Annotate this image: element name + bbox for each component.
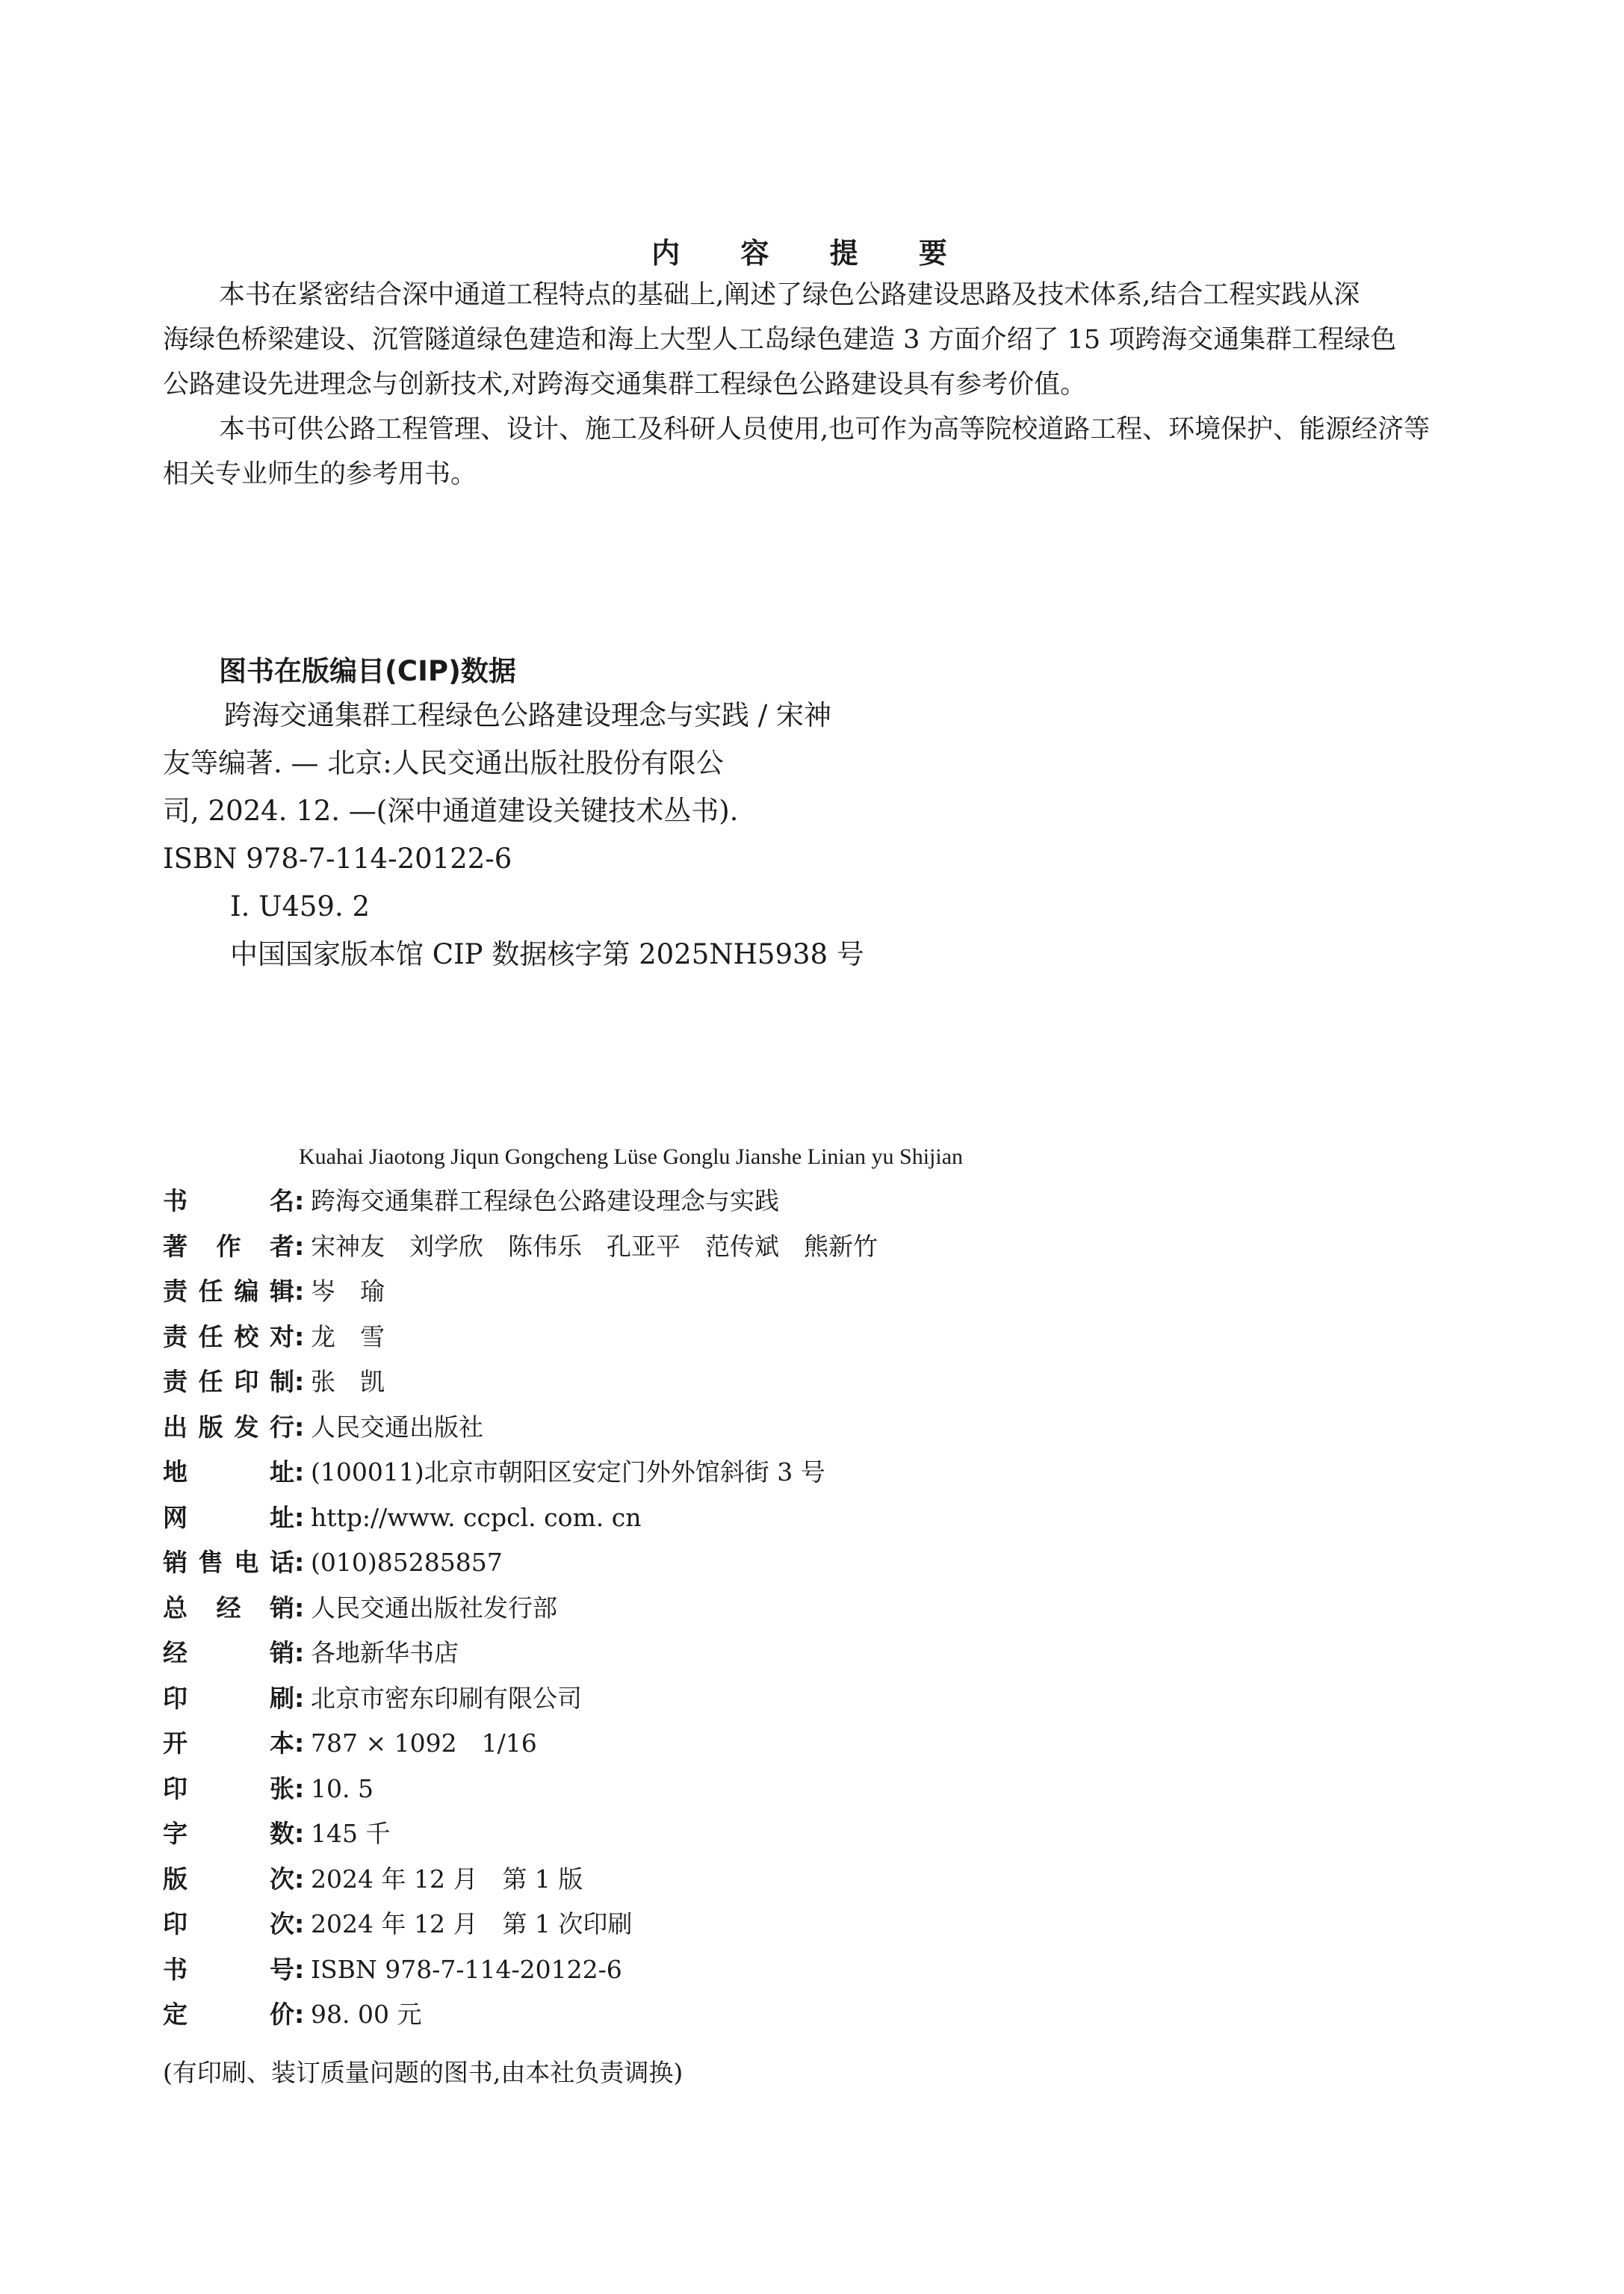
- imprint-row: [163, 2000, 421, 2030]
- label-char: 电: [234, 1548, 259, 1577]
- label-char: 出: [163, 1412, 187, 1442]
- label-char: 数: [270, 1819, 294, 1848]
- imprint-row: [163, 1457, 825, 1487]
- imprint-colon: :: [294, 1412, 305, 1442]
- label-char: 编: [234, 1277, 259, 1306]
- imprint-value: (010)85285857: [311, 1548, 503, 1577]
- label-char: 对: [269, 1321, 294, 1351]
- imprint-colon: :: [294, 1321, 305, 1351]
- label-char: 网: [163, 1502, 187, 1532]
- imprint-value: 各地新华书店: [311, 1638, 459, 1667]
- imprint-label: [163, 1593, 294, 1623]
- imprint-label: [163, 1774, 294, 1804]
- imprint-label: [163, 1413, 294, 1442]
- label-char: 地: [163, 1457, 187, 1487]
- imprint-value: 岑 瑜: [311, 1277, 385, 1306]
- label-char: 本: [270, 1729, 294, 1758]
- imprint-label: [163, 1729, 294, 1758]
- imprint-row: [163, 1593, 557, 1623]
- label-char: 校: [234, 1321, 259, 1351]
- cip-line: Ⅰ. U459. 2: [230, 890, 371, 923]
- label-char: 书: [163, 1186, 187, 1215]
- imprint-row: [163, 1774, 374, 1804]
- imprint-label: [163, 1638, 294, 1668]
- label-char: 次: [270, 1864, 294, 1894]
- label-char: 版: [163, 1864, 187, 1894]
- imprint-row: [163, 1909, 632, 1939]
- imprint-value: 人民交通出版社: [311, 1412, 483, 1442]
- imprint-label: [163, 1232, 294, 1262]
- imprint-row: [163, 1367, 385, 1397]
- imprint-row: [163, 1729, 537, 1758]
- label-char: 印: [163, 1683, 187, 1713]
- imprint-label: [163, 1322, 294, 1352]
- summary-line: 公路建设先进理念与创新技术,对跨海交通集群工程绿色公路建设具有参考价值。: [163, 370, 1087, 400]
- label-char: 刷: [270, 1683, 294, 1713]
- summary-line: 本书在紧密结合深中通道工程特点的基础上,阐述了绿色公路建设思路及技术体系,结合工程实践从深: [219, 280, 1360, 310]
- label-char: 字: [163, 1819, 187, 1848]
- imprint-value: 787 × 1092 1/16: [311, 1729, 537, 1758]
- imprint-row: [163, 1955, 622, 1985]
- cip-line: ISBN 978-7-114-20122-6: [163, 843, 512, 875]
- imprint-value: ISBN 978-7-114-20122-6: [311, 1954, 622, 1984]
- label-char: 责: [163, 1277, 187, 1306]
- imprint-row: [163, 1232, 878, 1262]
- summary-title: 内 容 提 要: [651, 237, 973, 270]
- imprint-value: 人民交通出版社发行部: [311, 1593, 557, 1622]
- imprint-colon: :: [294, 1457, 305, 1487]
- label-char: 著: [163, 1231, 187, 1261]
- imprint-value: 北京市密东印刷有限公司: [311, 1683, 582, 1713]
- label-char: 责: [163, 1367, 187, 1396]
- summary-line: 相关专业师生的参考用书。: [163, 459, 477, 489]
- imprint-label: [163, 1367, 294, 1397]
- quality-note: (有印刷、装订质量问题的图书,由本社负责调换): [163, 2058, 684, 2087]
- label-char: 者: [270, 1231, 294, 1261]
- cip-heading: 图书在版编目(CIP)数据: [219, 655, 516, 687]
- imprint-row: [163, 1503, 642, 1533]
- imprint-value: 2024 年 12 月 第 1 次印刷: [311, 1909, 633, 1938]
- label-char: 号: [270, 1954, 294, 1984]
- imprint-label: [163, 1819, 294, 1849]
- imprint-value: 跨海交通集群工程绿色公路建设理念与实践: [311, 1186, 779, 1215]
- imprint-colon: :: [294, 1367, 305, 1396]
- imprint-value: 龙 雪: [311, 1321, 385, 1351]
- label-char: 任: [198, 1321, 223, 1351]
- imprint-row: [163, 1186, 779, 1216]
- imprint-row: [163, 1277, 385, 1306]
- label-char: 经: [163, 1638, 187, 1667]
- label-char: 书: [163, 1954, 187, 1984]
- cip-line: 司, 2024. 12. —(深中通道建设关键技术丛书).: [163, 795, 739, 827]
- imprint-row: [163, 1819, 390, 1849]
- label-char: 任: [198, 1367, 223, 1396]
- imprint-colon: :: [294, 1819, 305, 1848]
- label-char: 定: [163, 2000, 187, 2029]
- imprint-label: [163, 1684, 294, 1714]
- imprint-value: 10. 5: [311, 1773, 374, 1803]
- label-char: 址: [270, 1502, 294, 1532]
- imprint-colon: :: [294, 1548, 305, 1577]
- imprint-colon: :: [294, 1683, 305, 1713]
- summary-line: 海绿色桥梁建设、沉管隧道绿色建造和海上大型人工岛绿色建造 3 方面介绍了 15 项跨海交通集群工程绿色: [163, 325, 1397, 355]
- imprint-label: [163, 1503, 294, 1533]
- summary-line: 本书可供公路工程管理、设计、施工及科研人员使用,也可作为高等院校道路工程、环境保护、能源经济等: [219, 415, 1431, 444]
- imprint-colon: :: [294, 1231, 305, 1261]
- imprint-label: [163, 1955, 294, 1985]
- imprint-value: 98. 00 元: [311, 2000, 422, 2029]
- label-char: 印: [234, 1367, 259, 1396]
- imprint-colon: :: [294, 1729, 305, 1758]
- cip-line: 友等编著. — 北京:人民交通出版社股份有限公: [163, 747, 724, 779]
- label-char: 销: [163, 1548, 187, 1577]
- imprint-row: [163, 1864, 583, 1894]
- imprint-colon: :: [294, 1864, 305, 1894]
- imprint-value: 2024 年 12 月 第 1 版: [311, 1864, 583, 1894]
- imprint-label: [163, 1909, 294, 1939]
- imprint-colon: :: [294, 1277, 305, 1306]
- label-char: 作: [216, 1231, 241, 1261]
- imprint-colon: :: [294, 1909, 305, 1938]
- label-char: 销: [270, 1593, 294, 1622]
- label-char: 辑: [269, 1277, 294, 1306]
- label-char: 任: [198, 1277, 223, 1306]
- imprint-label: [163, 1548, 294, 1578]
- imprint-colon: :: [294, 1502, 305, 1532]
- label-char: 总: [163, 1593, 187, 1622]
- label-char: 责: [163, 1321, 187, 1351]
- label-char: 话: [269, 1548, 294, 1577]
- label-char: 售: [198, 1548, 223, 1577]
- label-char: 发: [234, 1412, 259, 1442]
- imprint-value[interactable]: http://www. ccpcl. com. cn: [311, 1502, 642, 1532]
- imprint-label: [163, 1277, 294, 1306]
- imprint-label: [163, 1457, 294, 1487]
- imprint-colon: :: [294, 1186, 305, 1215]
- label-char: 经: [216, 1593, 241, 1622]
- label-char: 张: [270, 1773, 294, 1803]
- label-char: 行: [269, 1412, 294, 1442]
- imprint-value: 张 凯: [311, 1367, 385, 1396]
- pinyin-title: Kuahai Jiaotong Jiqun Gongcheng Lüse Gonglu Jianshe Linian yu Shijian: [299, 1144, 964, 1169]
- label-char: 开: [163, 1729, 187, 1758]
- imprint-row: [163, 1638, 459, 1668]
- label-char: 印: [163, 1909, 187, 1938]
- imprint-row: [163, 1322, 385, 1352]
- imprint-row: [163, 1548, 503, 1578]
- label-char: 名: [270, 1186, 294, 1215]
- imprint-colon: :: [294, 2000, 305, 2029]
- imprint-colon: :: [294, 1773, 305, 1803]
- cip-line: 跨海交通集群工程绿色公路建设理念与实践 / 宋神: [224, 699, 831, 731]
- imprint-value: (100011)北京市朝阳区安定门外外馆斜街 3 号: [311, 1457, 825, 1487]
- label-char: 印: [163, 1773, 187, 1803]
- imprint-label: [163, 2000, 294, 2030]
- label-char: 次: [270, 1909, 294, 1938]
- label-char: 址: [270, 1457, 294, 1487]
- cip-line: 中国国家版本馆 CIP 数据核字第 2025NH5938 号: [230, 938, 864, 970]
- label-char: 版: [198, 1412, 223, 1442]
- imprint-value: 宋神友 刘学欣 陈伟乐 孔亚平 范传斌 熊新竹: [311, 1231, 878, 1261]
- label-char: 销: [270, 1638, 294, 1667]
- imprint-value: 145 千: [311, 1819, 391, 1848]
- label-char: 价: [270, 2000, 294, 2029]
- imprint-row: [163, 1413, 483, 1442]
- imprint-label: [163, 1864, 294, 1894]
- imprint-colon: :: [294, 1593, 305, 1622]
- imprint-colon: :: [294, 1638, 305, 1667]
- imprint-colon: :: [294, 1954, 305, 1984]
- imprint-row: [163, 1684, 582, 1714]
- label-char: 制: [269, 1367, 294, 1396]
- imprint-label: [163, 1186, 294, 1216]
